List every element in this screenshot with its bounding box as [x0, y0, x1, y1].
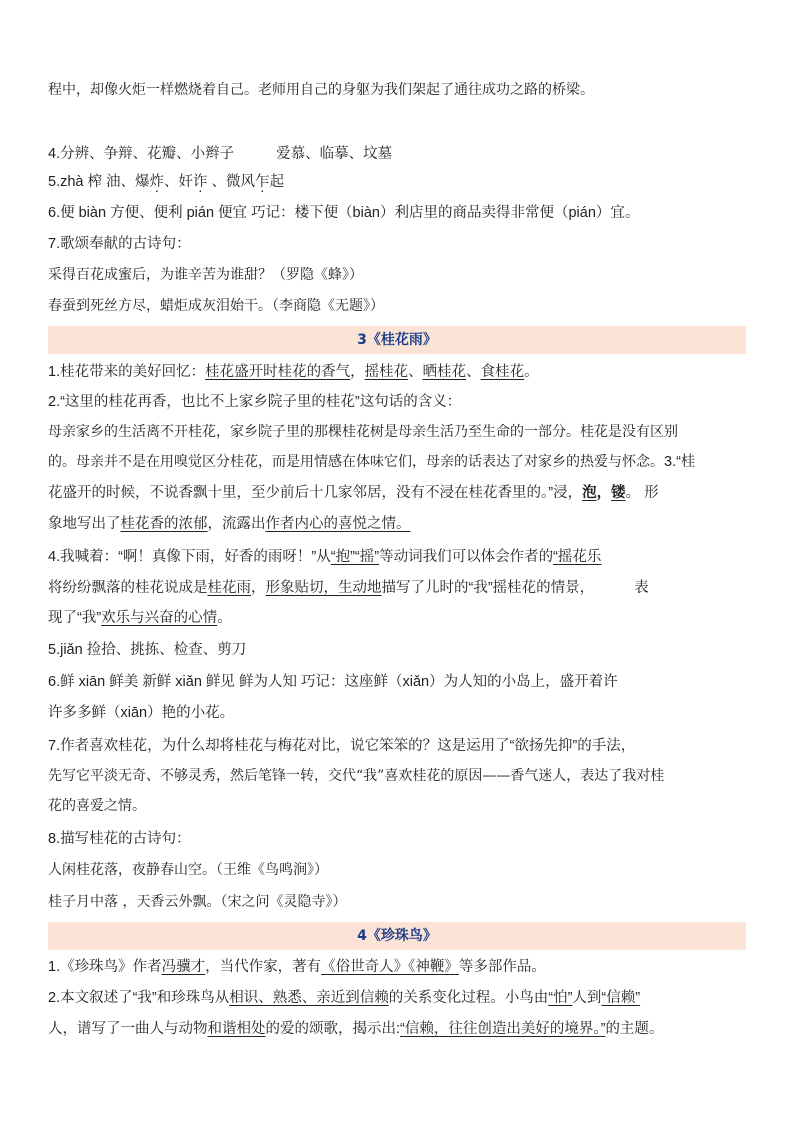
text: 将纷纷飘落的桂花说成是 [48, 580, 208, 596]
text: 起 [269, 174, 285, 190]
text: 浸 [553, 485, 568, 501]
underlined-text: 和谐相处 [207, 1021, 266, 1037]
text: 5.zhà 榨 [48, 174, 102, 190]
text-line: 先写它平淡无奇、不够灵秀，然后笔锋一转，交代“我”喜欢桂花的原因——香气迷人，表达了我对桂 [48, 768, 665, 784]
text: 。 [217, 610, 232, 626]
section-heading: 3《桂花雨》 [48, 326, 746, 354]
text-line: 采得百花成蜜后，为谁辛苦为谁甜？（罗隐《蜂》） [48, 267, 363, 283]
text-line [48, 578, 649, 598]
text: 、 [466, 364, 481, 380]
text: 1.桂花带来的美好回忆： [48, 364, 206, 380]
text-line: 人闲桂花落，夜静春山空。（王维《鸟鸣涧》） [48, 862, 328, 878]
dotted-char: 炸 [149, 174, 165, 190]
text: ，当代作家，著有 [205, 959, 322, 975]
text: 象地写出了 [48, 516, 121, 532]
text: 等动词我们可以体会作者的 [379, 549, 554, 565]
text: 、奸 [164, 174, 194, 190]
text: 表 [634, 580, 649, 596]
underlined-text: 形象贴切，生动地 [265, 580, 382, 596]
text-line [48, 547, 601, 567]
underlined-text: 欢乐与兴奋的心情 [101, 610, 218, 626]
text-line [48, 1019, 663, 1039]
text: 花盛开的时候，不说香飘十里，至少前后十几家邻居，没有不浸在桂花香里的。” [48, 485, 554, 501]
text-line [48, 483, 659, 503]
text-line [48, 172, 284, 192]
text-line: 5.jiǎn 捡拾、挑拣、检查、剪刀 [48, 642, 247, 658]
text: ，流露出 [207, 516, 266, 532]
underlined-text: 作者内心的喜悦之情。 [265, 516, 411, 532]
underlined-text: “抱”“摇” [330, 549, 380, 565]
underlined-text: “怕” [548, 990, 573, 1006]
underlined-text: “信赖” [601, 990, 641, 1006]
text-line: 2.“这里的桂花再香，也比不上家乡院子里的桂花”这句话的含义： [48, 394, 462, 410]
text-line: 8.描写桂花的古诗句： [48, 831, 191, 847]
section-heading: 4《珍珠鸟》 [48, 922, 746, 950]
text-line [48, 988, 640, 1008]
underlined-text: 桂花香的浓郁 [120, 516, 208, 532]
text: 爱慕、临摹、坟墓 [276, 146, 393, 162]
text-line: 6.便 biàn 方便、便利 pián 便宜 巧记：楼下便（biàn）利店里的商品卖得非常便（pián）宜。 [48, 205, 640, 221]
text: 、 [408, 364, 423, 380]
text-line: 6.鲜 xiān 鲜美 新鲜 xiǎn 鲜见 鲜为人知 巧记：这座鲜（xiǎn）为人知的小岛上，盛开着许 [48, 674, 618, 690]
text: 2.本文叙述了“我”和珍珠鸟从 [48, 990, 230, 1006]
text: 、微风 [207, 174, 256, 190]
text: 。 形 [625, 485, 659, 501]
underlined-text: “信赖，往往创造出美好的境界。” [400, 1021, 606, 1037]
text: 等多部作品。 [458, 959, 546, 975]
underlined-text: 桂花盛开时桂花的香气 [205, 364, 351, 380]
text-line: 许多多鲜（xiān）艳的小花。 [48, 705, 235, 721]
text: 1.《珍珠鸟》作者 [48, 959, 162, 975]
text: 4.分辨、争辩、花瓣、小辫子 [48, 146, 235, 162]
text-line [48, 362, 539, 382]
text-line: 花的喜爱之情。 [48, 798, 146, 814]
text: 人，谱写了一曲人与动物 [48, 1021, 208, 1037]
text-line: 7.歌颂奉献的古诗句： [48, 236, 191, 252]
text-line [48, 514, 411, 534]
underlined-text: 冯骥才 [161, 959, 206, 975]
underlined-text: 泡 [582, 485, 597, 501]
text: 描写了儿时的“我”摇桂花的情景， [381, 580, 595, 596]
text: 3.“桂 [664, 454, 696, 470]
text: 的主题。 [605, 1021, 664, 1037]
text-line: 母亲家乡的生活离不开桂花，家乡院子里的那棵桂花树是母亲生活乃至生命的一部分。桂花是没有区别 [48, 424, 678, 440]
text-line [48, 452, 695, 472]
text: ， [596, 485, 612, 501]
underlined-text: 《俗世奇人》《神鞭》 [321, 959, 459, 975]
text: ， [567, 485, 583, 501]
text: 4.我喊着：“啊！真像下雨，好香的雨呀！”从 [48, 549, 331, 565]
text-line: 7.作者喜欢桂花，为什么却将桂花与梅花对比，说它笨笨的？这是运用了“欲扬先抑”的手法， [48, 738, 636, 754]
underlined-text: 晒桂花 [422, 364, 467, 380]
text: 。 [524, 364, 539, 380]
underlined-text: 摇桂花 [364, 364, 409, 380]
dotted-char: 诈 [193, 174, 208, 190]
underlined-text: “摇花乐 [553, 549, 602, 565]
text: ， [251, 580, 266, 596]
text-line: 春蚕到死丝方尽，蜡炬成灰泪始干。（李商隐《无题》） [48, 298, 384, 314]
underlined-text: 桂花雨 [207, 580, 251, 596]
underlined-text: 镂 [611, 485, 626, 501]
text-line: 程中，却像火炬一样燃烧着自己。老师用自己的身躯为我们架起了通往成功之路的桥梁。 [48, 82, 594, 98]
text-line [48, 957, 546, 977]
text: 油、爆 [102, 174, 150, 190]
text-line [48, 608, 232, 628]
text: 的爱的颂歌，揭示出: [265, 1021, 401, 1037]
dotted-char: 乍 [255, 174, 270, 190]
text: ， [350, 364, 365, 380]
text: 现了“我” [48, 610, 102, 626]
text: 人到 [572, 990, 602, 1006]
underlined-text: 食桂花 [480, 364, 525, 380]
text-line: 桂子月中落 ，天香云外飘。（宋之问《灵隐寺》） [48, 894, 347, 910]
underlined-text: 相识、熟悉、亲近到信赖 [229, 990, 389, 1006]
text-line [48, 144, 392, 164]
text: 的。母亲并不是在用嗅觉区分桂花，而是用情感在体味它们，母亲的话表达了对家乡的热爱与怀念。 [48, 454, 664, 470]
text: 的关系变化过程。小鸟由 [388, 990, 549, 1006]
